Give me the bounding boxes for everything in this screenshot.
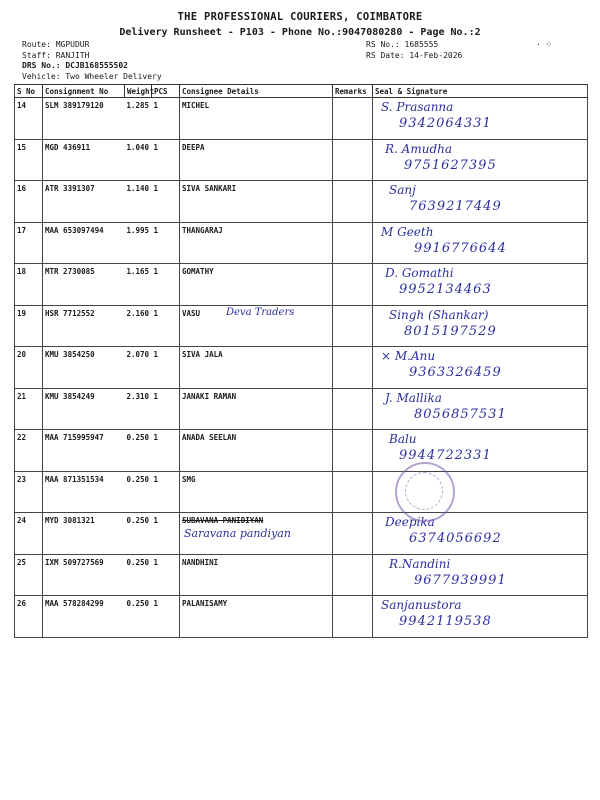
consignee-name: NANDHINI <box>182 557 219 567</box>
table-row <box>15 139 588 181</box>
table-row <box>15 388 588 430</box>
signature-phone: 7639217449 <box>409 199 502 214</box>
consignment-cell: HSR 7712552 <box>43 305 125 347</box>
signature-name: Deepika <box>385 515 435 529</box>
signature-name: Sanjanustora <box>381 598 462 612</box>
pcs-cell: 1 <box>152 98 180 140</box>
consignee-name: THANGARAJ <box>182 225 223 235</box>
pcs-cell: 1 <box>152 471 180 513</box>
signature-cell <box>373 139 588 181</box>
signature-name: R. Amudha <box>385 141 453 156</box>
pcs-cell: 1 <box>152 264 180 306</box>
signature-phone: 9952134463 <box>399 282 492 297</box>
runsheet-subtitle: Delivery Runsheet - P103 - Phone No.:9047080280 - Page No.:2 <box>119 27 481 38</box>
signature-cell <box>373 554 588 596</box>
signature-cell <box>373 347 588 389</box>
table-row <box>15 222 588 264</box>
remarks-cell <box>333 222 373 264</box>
weight-cell: 1.165 <box>125 264 152 306</box>
runsheet-table <box>14 84 588 638</box>
pcs-cell: 1 <box>152 596 180 638</box>
rs-no-label: RS No.: 1685555 <box>366 40 439 49</box>
consignee-cell <box>180 139 333 181</box>
consignee-name: JANAKI RAMAN <box>182 391 237 401</box>
signature-cell <box>373 430 588 472</box>
consignee-cell <box>180 596 333 638</box>
signature-phone: 9916776644 <box>414 240 507 256</box>
weight-cell: 0.250 <box>125 596 152 638</box>
pcs-cell: 1 <box>152 222 180 264</box>
signature-cell <box>373 596 588 638</box>
table-row <box>15 513 588 555</box>
serial-cell: 17 <box>15 222 43 264</box>
signature-name: Sanj <box>389 183 416 197</box>
consignee-name: SIVA SANKARI <box>182 184 237 193</box>
consignee-name: GOMATHY <box>182 267 214 276</box>
consignee-cell <box>180 181 333 223</box>
route-label: Route: MGPUDUR <box>22 40 90 49</box>
consignment-cell: KMU 3854250 <box>43 347 125 389</box>
remarks-cell <box>333 388 373 430</box>
signature-name: Balu <box>389 432 417 446</box>
consignee-cell <box>180 305 333 347</box>
consignee-cell <box>180 347 333 389</box>
meta-left <box>22 40 162 82</box>
weight-cell: 2.310 <box>125 388 152 430</box>
serial-cell: 18 <box>15 264 43 306</box>
consignee-cell <box>180 513 333 555</box>
table-body <box>15 98 588 638</box>
consignment-cell: MAA 871351534 <box>43 471 125 513</box>
consignment-cell: ATR 3391307 <box>43 181 125 223</box>
signature-name: R.Nandini <box>389 556 451 571</box>
serial-cell: 21 <box>15 388 43 430</box>
signature-phone: 9942119538 <box>399 614 492 629</box>
drs-label: DRS No.: DCJB168555502 <box>22 61 128 70</box>
meta-right <box>366 40 462 61</box>
consignee-name: DEEPA <box>182 142 205 152</box>
table-row <box>15 347 588 389</box>
consignment-cell: KMU 3854249 <box>43 388 125 430</box>
table-row <box>15 596 588 638</box>
consignment-cell: SLM 389179120 <box>43 98 125 140</box>
table-header-row <box>15 85 588 98</box>
signature-phone: 9751627395 <box>404 157 497 173</box>
pcs-cell: 1 <box>152 305 180 347</box>
serial-cell: 23 <box>15 471 43 513</box>
signature-phone: 8015197529 <box>404 323 497 339</box>
weight-cell: 2.070 <box>125 347 152 389</box>
serial-cell: 20 <box>15 347 43 389</box>
consignment-cell: MYD 3081321 <box>43 513 125 555</box>
serial-cell: 26 <box>15 596 43 638</box>
weight-cell: 0.250 <box>125 430 152 472</box>
pcs-cell: 1 <box>152 347 180 389</box>
pcs-cell: 1 <box>152 554 180 596</box>
serial-cell: 19 <box>15 305 43 347</box>
column-header: Seal & Signature <box>373 85 588 98</box>
signature-cell <box>373 388 588 430</box>
column-header: PCS <box>152 85 180 98</box>
column-header: Remarks <box>333 85 373 98</box>
consignment-cell: MTR 2730085 <box>43 264 125 306</box>
consignee-name: PALANISAMY <box>182 599 228 608</box>
signature-cell <box>373 513 588 555</box>
remarks-cell <box>333 430 373 472</box>
weight-cell: 1.995 <box>125 222 152 264</box>
remarks-cell <box>333 98 373 140</box>
table-row <box>15 471 588 513</box>
column-header: Consignment No <box>43 85 125 98</box>
weight-cell: 0.250 <box>125 554 152 596</box>
weight-cell: 1.285 <box>125 98 152 140</box>
signature-phone: 9677939991 <box>414 572 507 588</box>
serial-cell: 25 <box>15 554 43 596</box>
pcs-cell: 1 <box>152 388 180 430</box>
consignee-name: MICHEL <box>182 101 210 110</box>
consignee-cell <box>180 98 333 140</box>
consignment-cell: IXM 509727569 <box>43 554 125 596</box>
signature-name: Singh (Shankar) <box>389 307 489 322</box>
consignment-cell: MGD 436911 <box>43 139 125 181</box>
table-row <box>15 181 588 223</box>
serial-cell: 16 <box>15 181 43 223</box>
remarks-cell <box>333 264 373 306</box>
consignee-name: SMG <box>182 474 196 484</box>
column-header: Consignee Details <box>180 85 333 98</box>
weight-cell: 1.140 <box>125 181 152 223</box>
signature-cell <box>373 305 588 347</box>
consignee-cell <box>180 430 333 472</box>
staff-label: Staff: RANJITH <box>22 50 90 60</box>
handwritten-note: Saravana pandiyan <box>184 527 291 540</box>
consignment-cell: MAA 578284299 <box>43 596 125 638</box>
remarks-cell <box>333 305 373 347</box>
signature-name: S. Prasanna <box>381 100 454 114</box>
signature-name: M Geeth <box>381 224 434 239</box>
signature-phone: 9363326459 <box>409 365 502 380</box>
serial-cell: 24 <box>15 513 43 555</box>
column-header: S No <box>15 85 43 98</box>
signature-phone: 9342064331 <box>399 116 492 131</box>
consignee-cell <box>180 554 333 596</box>
pcs-cell: 1 <box>152 513 180 555</box>
signature-cell <box>373 181 588 223</box>
weight-cell: 0.250 <box>125 513 152 555</box>
pcs-cell: 1 <box>152 430 180 472</box>
signature-cell <box>373 222 588 264</box>
remarks-cell <box>333 347 373 389</box>
vehicle-label: Vehicle: Two Wheeler Delivery <box>22 71 162 81</box>
handwritten-note: Deva Traders <box>226 306 295 318</box>
weight-cell: 0.250 <box>125 471 152 513</box>
corner-mark: · ⁘ <box>536 40 553 49</box>
consignee-name: VASU <box>182 308 201 318</box>
table-row <box>15 305 588 347</box>
pcs-cell: 1 <box>152 181 180 223</box>
remarks-cell <box>333 471 373 513</box>
signature-name: × M.Anu <box>381 349 436 363</box>
remarks-cell <box>333 181 373 223</box>
signature-cell <box>373 98 588 140</box>
pcs-cell: 1 <box>152 139 180 181</box>
weight-cell: 1.040 <box>125 139 152 181</box>
remarks-cell <box>333 554 373 596</box>
remarks-cell <box>333 596 373 638</box>
signature-name: D. Gomathi <box>385 266 454 280</box>
signature-phone: 9944722331 <box>399 448 492 463</box>
stamp-inner-ring <box>405 472 443 510</box>
consignment-cell: MAA 715995947 <box>43 430 125 472</box>
signature-phone: 8056857531 <box>414 406 507 422</box>
table-row <box>15 430 588 472</box>
table-row <box>15 98 588 140</box>
table-row <box>15 554 588 596</box>
consignee-cell <box>180 264 333 306</box>
courier-stamp <box>395 462 455 522</box>
consignee-name: SUBAVANA PANIDIYAN <box>182 516 264 525</box>
company-title: THE PROFESSIONAL COURIERS, COIMBATORE <box>177 11 423 23</box>
serial-cell: 22 <box>15 430 43 472</box>
consignment-cell: MAA 653097494 <box>43 222 125 264</box>
signature-cell <box>373 264 588 306</box>
consignee-name: ANADA SEELAN <box>182 433 237 442</box>
signature-phone: 6374056692 <box>409 531 502 546</box>
consignee-name: SIVA JALA <box>182 350 223 359</box>
consignee-cell <box>180 222 333 264</box>
serial-cell: 15 <box>15 139 43 181</box>
table-row <box>15 264 588 306</box>
signature-name: J. Mallika <box>385 390 442 405</box>
rs-date-label: RS Date: 14-Feb-2026 <box>366 50 463 60</box>
remarks-cell <box>333 513 373 555</box>
weight-cell: 2.160 <box>125 305 152 347</box>
consignee-cell <box>180 471 333 513</box>
remarks-cell <box>333 139 373 181</box>
consignee-cell <box>180 388 333 430</box>
column-header: Weight <box>125 85 152 98</box>
serial-cell: 14 <box>15 98 43 140</box>
